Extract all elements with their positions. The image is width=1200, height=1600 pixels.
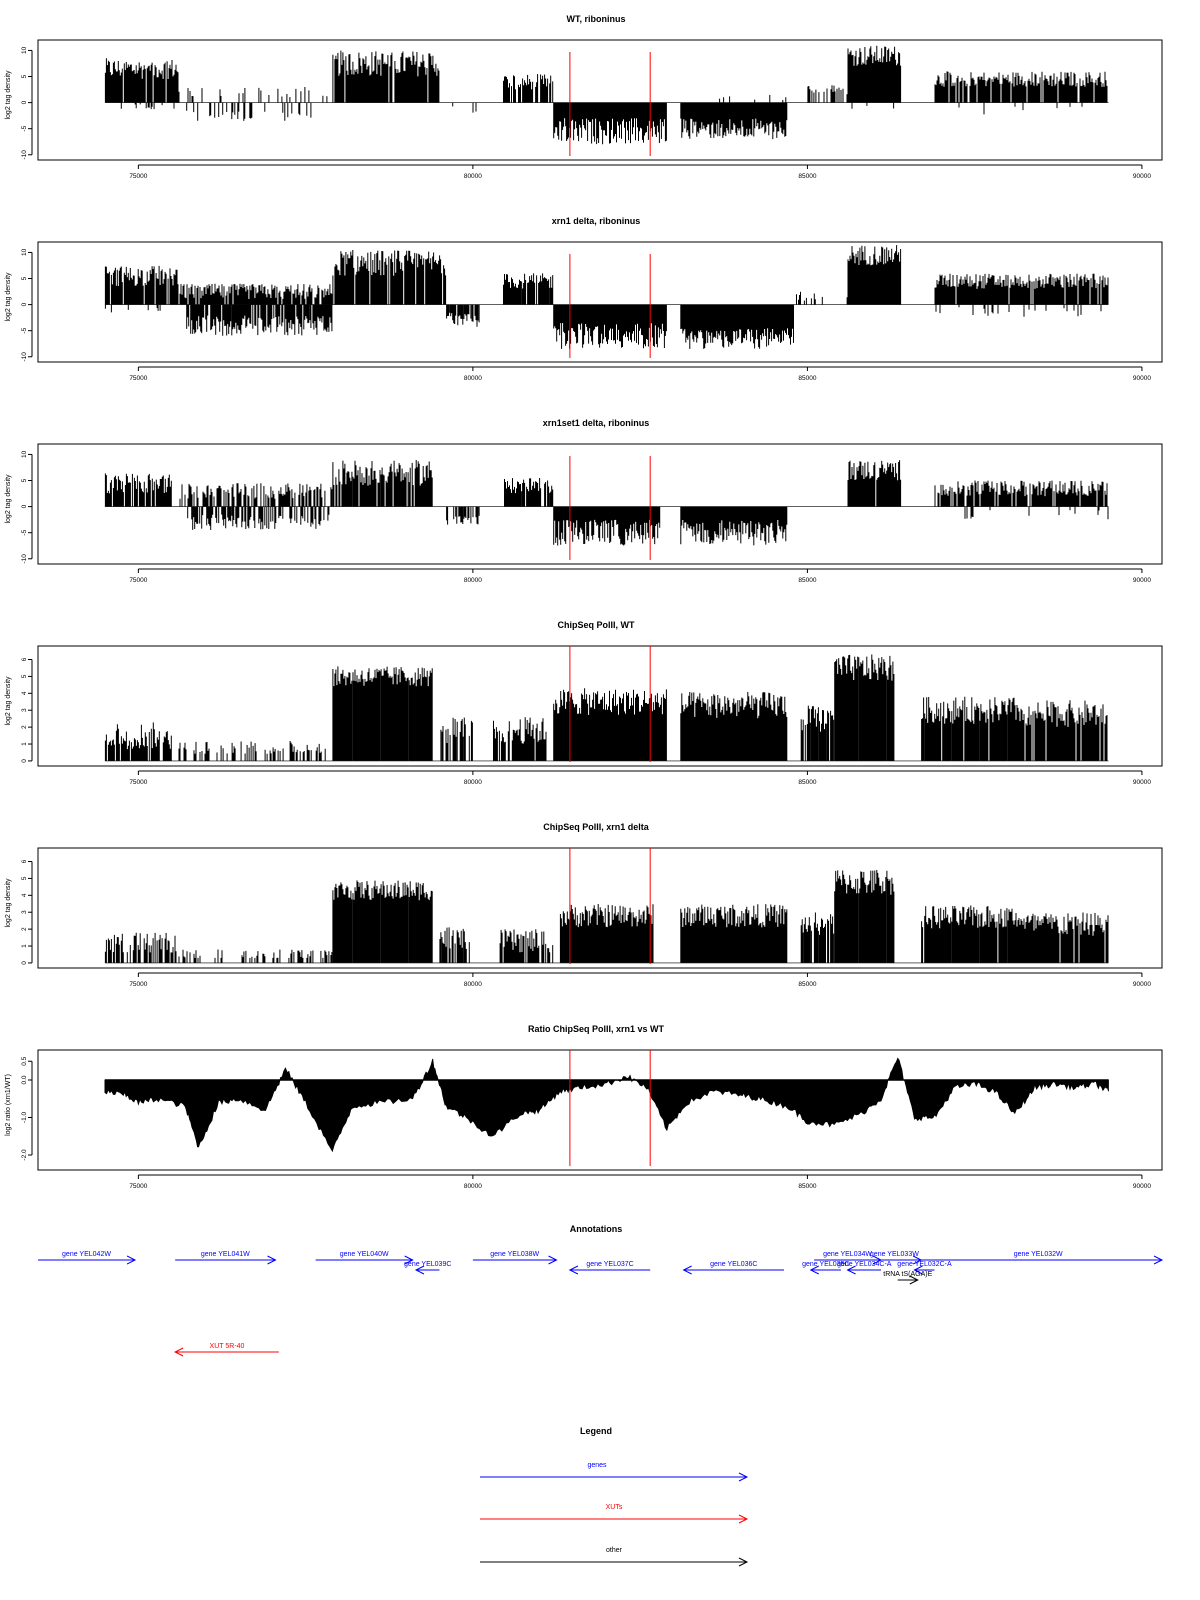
feature-label: gene YEL038W <box>490 1251 540 1258</box>
annotation-gene-yel041w <box>175 1251 275 1264</box>
y-tick-label: 10 <box>21 450 28 459</box>
y-tick-label: 0.5 <box>21 1056 28 1066</box>
x-tick-label: 85000 <box>798 981 817 988</box>
plot-area <box>21 444 1162 584</box>
plot-area <box>21 242 1162 382</box>
y-tick-label: 0 <box>21 302 28 307</box>
plot-area <box>21 40 1162 180</box>
signal-bars-positive <box>797 292 848 305</box>
signal-bars-negative <box>681 305 794 349</box>
y-axis-label: log2 ratio (xrn1/WT) <box>5 1074 12 1136</box>
y-tick-label: -10 <box>21 150 28 160</box>
y-tick-label: -10 <box>21 352 28 362</box>
feature-label: gene YEL037C <box>586 1261 634 1268</box>
y-axis-label: log2 tag density <box>5 474 12 524</box>
y-tick-label: 5 <box>21 876 28 881</box>
panel-title: Ratio ChipSeq PolII, xrn1 vs WT <box>527 1024 665 1034</box>
y-tick-label: 10 <box>21 248 28 257</box>
x-tick-label: 75000 <box>129 577 148 584</box>
signal-bars-positive <box>441 718 473 761</box>
panel-title: WT, riboninus <box>566 14 626 24</box>
signal-bars-positive <box>835 655 894 761</box>
annotations-panel <box>38 1224 1162 1356</box>
signal-bars-negative <box>852 103 894 109</box>
feature-label: gene YEL035C <box>802 1261 850 1268</box>
signal-bars-positive <box>935 71 1107 102</box>
panel-title: xrn1 delta, riboninus <box>551 216 641 226</box>
signal-bars-negative <box>447 507 480 525</box>
signal-bars-positive <box>801 706 834 761</box>
x-tick-label: 75000 <box>129 375 148 382</box>
y-tick-label: 3 <box>21 910 28 915</box>
y-tick-label: -1.0 <box>21 1111 28 1124</box>
x-tick-label: 80000 <box>463 577 482 584</box>
feature-label: tRNA tS(AGA)E <box>883 1271 933 1278</box>
y-tick-label: 6 <box>21 859 28 864</box>
signal-bars-positive <box>808 85 847 102</box>
signal-bars-positive <box>333 666 432 761</box>
signal-bars-negative <box>187 305 332 336</box>
signal-bars-positive <box>1022 700 1107 761</box>
y-tick-label: 2 <box>21 725 28 729</box>
signal-bars-positive <box>105 266 178 305</box>
y-tick-label: -2.0 <box>21 1149 28 1161</box>
annotation-gene-yel036c <box>684 1261 784 1274</box>
signal-bars-negative <box>959 103 1082 115</box>
signal-bars-positive <box>848 46 901 103</box>
signal-bars-negative <box>188 507 329 530</box>
y-tick-label: 5 <box>21 478 28 483</box>
y-tick-label: 5 <box>21 74 28 79</box>
annotations-title: Annotations <box>569 1224 623 1234</box>
signal-bars-positive <box>179 741 325 761</box>
x-tick-label: 90000 <box>1132 1183 1151 1190</box>
signal-bars-positive <box>105 722 171 761</box>
y-tick-label: 1 <box>21 944 28 948</box>
annotation-gene-yel038w <box>473 1251 557 1264</box>
signal-bars-negative <box>554 305 667 349</box>
legend-label: XUTs <box>605 1504 623 1511</box>
x-tick-label: 85000 <box>798 1183 817 1190</box>
annotation-trna-ts-aga-e <box>883 1271 932 1284</box>
y-tick-label: 0 <box>21 759 28 763</box>
panel-title: xrn1set1 delta, riboninus <box>542 418 650 428</box>
plot-area <box>21 646 1162 786</box>
signal-bars-positive <box>935 481 1107 507</box>
signal-bars-negative <box>121 103 174 110</box>
signal-bars-negative <box>105 305 160 313</box>
signal-bars-positive <box>333 460 432 507</box>
annotation-gene-yel042w <box>38 1251 135 1264</box>
feature-label: gene YEL036C <box>710 1261 758 1268</box>
signal-bars-positive <box>504 74 553 103</box>
panel-wt-riboninus <box>5 14 1162 180</box>
x-tick-label: 75000 <box>129 1183 148 1190</box>
y-tick-label: 5 <box>21 674 28 679</box>
signal-bars-positive <box>681 904 787 963</box>
y-axis-label: log2 tag density <box>5 878 12 928</box>
y-tick-label: -5 <box>21 327 28 334</box>
panel-xrn1-riboninus <box>5 216 1162 382</box>
signal-bars-positive <box>105 58 178 102</box>
annotation-gene-yel040w <box>316 1251 413 1264</box>
y-tick-label: 3 <box>21 708 28 713</box>
y-tick-label: 1 <box>21 742 28 746</box>
signal-bars-positive <box>848 245 901 305</box>
signal-bars-positive <box>333 880 432 963</box>
y-tick-label: 5 <box>21 276 28 281</box>
legend-item-other <box>480 1547 747 1566</box>
x-tick-label: 80000 <box>463 981 482 988</box>
x-tick-label: 90000 <box>1132 981 1151 988</box>
legend-title: Legend <box>579 1426 613 1436</box>
feature-label: gene YEL034C-A <box>837 1261 892 1268</box>
signal-bars-positive <box>922 697 1021 761</box>
annotation-features <box>38 1251 1162 1356</box>
plot-area <box>21 1050 1162 1190</box>
signal-bars-positive <box>835 870 894 963</box>
panel-xrn1set1-riboninus <box>5 418 1162 584</box>
x-tick-label: 90000 <box>1132 375 1151 382</box>
signal-bars-positive <box>935 274 1108 305</box>
signal-bars-positive <box>333 51 439 103</box>
ratio-area <box>105 1058 1109 1151</box>
legend-item-genes <box>480 1462 747 1481</box>
signal-bars-positive <box>554 688 667 761</box>
signal-bars-positive <box>494 717 547 761</box>
x-tick-label: 75000 <box>129 173 148 180</box>
signal-bars-positive <box>681 692 787 761</box>
feature-label: XUT 5R-40 <box>209 1343 245 1350</box>
feature-label: gene YEL032C-A <box>897 1261 952 1268</box>
signal-bars-negative <box>447 305 480 327</box>
y-tick-label: -5 <box>21 529 28 536</box>
panel-chipseq-xrn1 <box>5 822 1162 988</box>
signal-bars-positive <box>440 927 469 963</box>
feature-label: gene YEL042W <box>62 1251 111 1258</box>
x-tick-label: 85000 <box>798 173 817 180</box>
signal-bars-positive <box>179 950 332 963</box>
annotation-xut-5r-40 <box>175 1343 279 1356</box>
signal-bars-positive <box>180 284 332 305</box>
panel-title: ChipSeq PolII, WT <box>557 620 635 630</box>
legend-panel <box>480 1426 747 1566</box>
x-tick-label: 80000 <box>463 173 482 180</box>
y-tick-label: 0 <box>21 961 28 965</box>
signal-bars-negative <box>554 103 667 145</box>
x-tick-label: 75000 <box>129 779 148 786</box>
signal-bars-positive <box>105 473 171 506</box>
legend-label: other <box>606 1547 622 1554</box>
y-tick-label: 6 <box>21 657 28 662</box>
signal-bars-positive <box>505 478 553 507</box>
y-tick-label: 0.0 <box>21 1075 28 1085</box>
signal-bars-positive <box>333 250 446 305</box>
feature-label: gene YEL033W <box>869 1251 919 1258</box>
plot-area <box>21 848 1162 988</box>
y-tick-label: 4 <box>21 893 28 898</box>
signal-bars-negative <box>187 103 311 121</box>
signal-bars-positive <box>801 913 834 963</box>
signal-bars-positive <box>500 929 553 963</box>
signal-bars-negative <box>965 507 1108 520</box>
x-tick-label: 85000 <box>798 375 817 382</box>
feature-label: gene YEL040W <box>339 1251 389 1258</box>
x-tick-label: 75000 <box>129 981 148 988</box>
y-tick-label: 10 <box>21 46 28 55</box>
signal-bars-positive <box>848 460 901 507</box>
signal-bars-negative <box>681 507 787 546</box>
feature-label: gene YEL032W <box>1013 1251 1063 1258</box>
feature-label: gene YEL041W <box>200 1251 250 1258</box>
y-axis-label: log2 tag density <box>5 272 12 322</box>
y-tick-label: -10 <box>21 554 28 564</box>
signal-bars-positive <box>1022 913 1108 963</box>
x-tick-label: 90000 <box>1132 577 1151 584</box>
panel-title: ChipSeq PolII, xrn1 delta <box>543 822 649 832</box>
x-tick-label: 85000 <box>798 577 817 584</box>
x-tick-label: 90000 <box>1132 173 1151 180</box>
y-tick-label: 0 <box>21 100 28 105</box>
feature-label: gene YEL039C <box>404 1261 452 1268</box>
signal-bars-negative <box>453 103 476 113</box>
signal-bars-positive <box>179 87 327 103</box>
legend-label: genes <box>587 1462 607 1469</box>
y-tick-label: -5 <box>21 125 28 132</box>
x-tick-label: 85000 <box>798 779 817 786</box>
signal-bars-negative <box>681 103 787 140</box>
legend-item-xuts <box>480 1504 747 1523</box>
panel-ratio <box>5 1024 1162 1190</box>
feature-label: gene YEL034W <box>823 1251 873 1258</box>
y-tick-label: 0 <box>21 504 28 509</box>
signal-bars-positive <box>922 906 1021 963</box>
y-axis-label: log2 tag density <box>5 70 12 120</box>
signal-bars-positive <box>504 273 553 304</box>
x-tick-label: 80000 <box>463 779 482 786</box>
panel-chipseq-wt <box>5 620 1162 786</box>
x-tick-label: 80000 <box>463 375 482 382</box>
signal-bars-positive <box>105 933 176 963</box>
y-axis-label: log2 tag density <box>5 676 12 726</box>
y-tick-label: 4 <box>21 691 28 696</box>
x-tick-label: 90000 <box>1132 779 1151 786</box>
annotation-gene-yel039c <box>404 1261 451 1274</box>
signal-bars-positive <box>560 904 653 963</box>
signal-bars-positive <box>180 483 332 506</box>
x-tick-label: 80000 <box>463 1183 482 1190</box>
signal-bars-positive <box>720 95 786 103</box>
annotation-gene-yel037c <box>570 1261 650 1274</box>
signal-bars-negative <box>936 305 1101 317</box>
y-tick-label: 2 <box>21 927 28 931</box>
